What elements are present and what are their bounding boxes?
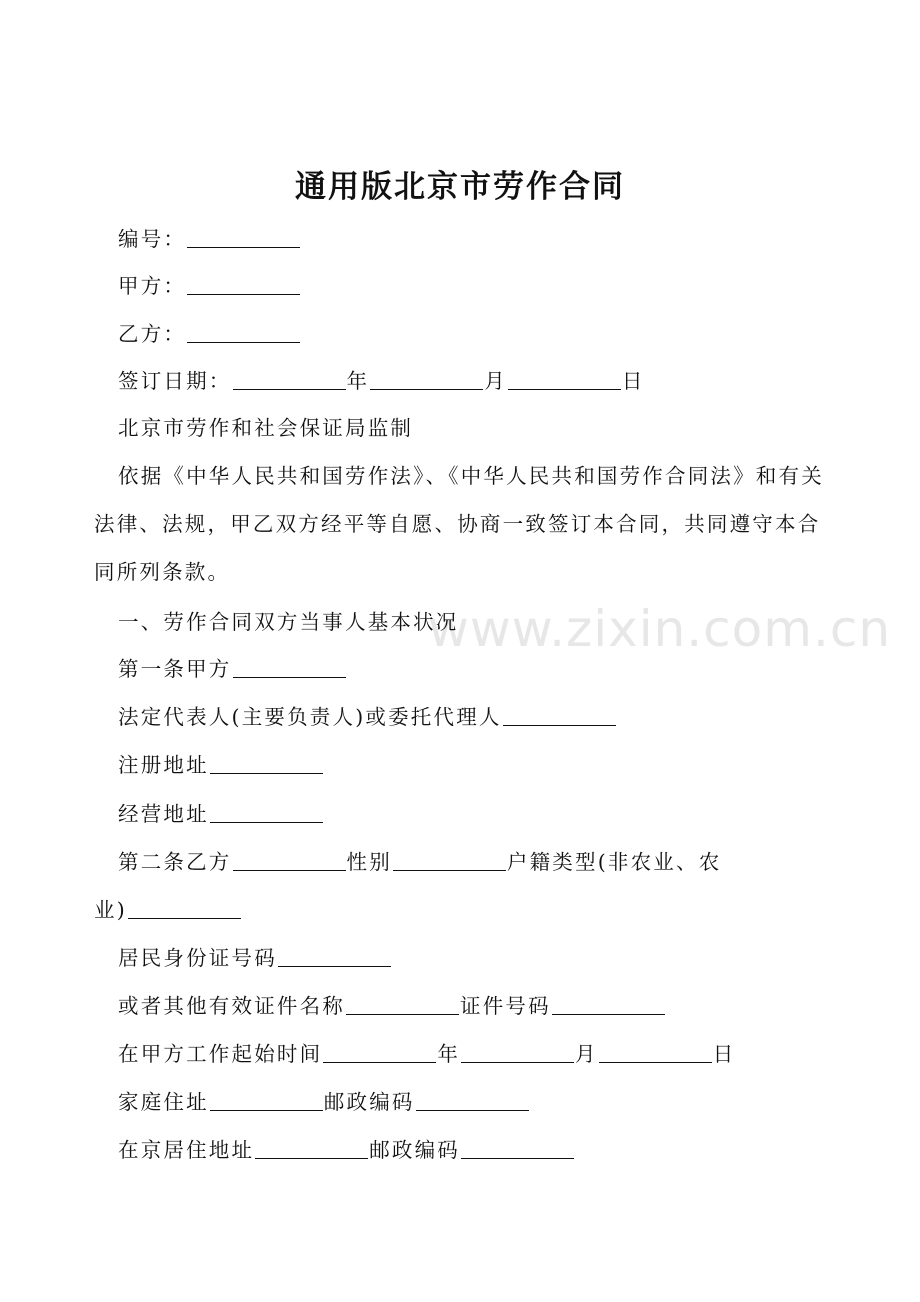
- article2-label: 第二条乙方: [118, 850, 232, 874]
- number-label: 编号：: [118, 227, 187, 251]
- party-a-blank: [187, 274, 300, 295]
- sign-day-label: 日: [621, 369, 645, 393]
- registered-address-line: [118, 752, 324, 778]
- start-time-label: 在甲方工作起始时间: [118, 1042, 323, 1066]
- sign-date-line: [118, 368, 645, 394]
- other-id-name-label: 或者其他有效证件名称: [118, 994, 345, 1018]
- number-line: [118, 226, 301, 252]
- party-b-label: 乙方：: [118, 322, 187, 346]
- legal-rep-label: 法定代表人(主要负责人)或委托代理人: [118, 705, 502, 729]
- sign-month-blank: [370, 369, 483, 390]
- article1-line: [118, 656, 347, 682]
- id-number-label: 居民身份证号码: [118, 946, 277, 970]
- other-id-name-blank: [346, 994, 459, 1015]
- household-type-blank: [128, 898, 241, 919]
- start-day-label: 日: [712, 1042, 736, 1066]
- gender-label: 性别: [346, 850, 392, 874]
- gender-blank: [393, 850, 506, 871]
- id-number-line: [118, 945, 392, 971]
- start-time-line: [118, 1041, 735, 1067]
- postal-code-label: 邮政编码: [323, 1090, 415, 1114]
- id-number-blank: [278, 946, 391, 967]
- home-address-label: 家庭住址: [118, 1090, 209, 1114]
- business-address-label: 经营地址: [118, 802, 209, 826]
- business-address-line: [118, 801, 324, 827]
- article2-line: [118, 849, 721, 875]
- number-blank: [187, 227, 300, 248]
- legal-rep-blank: [503, 705, 616, 726]
- legal-rep-line: [118, 704, 617, 730]
- postal-code2-blank: [461, 1138, 574, 1159]
- preamble-paragraph: 依据《中华人民共和国劳作法》、《中华人民共和国劳作合同法》和有关法律、法规，甲乙双方经平等自愿、协商一致签订本合同，共同遵守本合同所列条款。: [94, 464, 824, 584]
- sign-year-label: 年: [346, 369, 370, 393]
- supervisor-line: 北京市劳作和社会保证局监制: [118, 416, 414, 440]
- sign-month-label: 月: [484, 369, 507, 393]
- registered-address-blank: [210, 753, 323, 774]
- postal-code2-label: 邮政编码: [369, 1138, 461, 1162]
- sign-year-blank: [233, 369, 346, 390]
- start-month-blank: [461, 1042, 574, 1063]
- article1-blank: [233, 657, 346, 678]
- id-doc-number-label: 证件号码: [460, 994, 551, 1018]
- start-year-label: 年: [437, 1042, 461, 1066]
- other-id-line: [118, 993, 666, 1019]
- section1-title: 一、劳作合同双方当事人基本状况: [118, 610, 459, 634]
- start-month-label: 月: [575, 1042, 598, 1066]
- party-b-blank: [187, 322, 300, 343]
- start-year-blank: [323, 1042, 436, 1063]
- watermark: www.zixin.com.cn: [428, 600, 892, 658]
- household-type-cont-label: 业): [94, 898, 127, 922]
- registered-address-label: 注册地址: [118, 753, 209, 777]
- sign-date-label: 签订日期：: [118, 369, 232, 393]
- beijing-address-blank: [255, 1138, 368, 1159]
- household-type-cont-line: [94, 897, 242, 923]
- party-a-label: 甲方：: [118, 274, 187, 298]
- household-type-label: 户籍类型(非农业、农: [506, 850, 722, 874]
- sign-day-blank: [508, 369, 621, 390]
- article2-blank: [233, 850, 346, 871]
- party-b-line: [118, 321, 301, 347]
- home-address-line: [118, 1089, 530, 1115]
- beijing-address-line: [118, 1137, 575, 1163]
- id-doc-number-blank: [552, 994, 665, 1015]
- beijing-address-label: 在京居住地址: [118, 1138, 255, 1162]
- document-title: 通用版北京市劳作合同: [295, 169, 625, 205]
- home-address-blank: [210, 1090, 323, 1111]
- business-address-blank: [210, 802, 323, 823]
- start-day-blank: [599, 1042, 712, 1063]
- postal-code-blank: [416, 1090, 529, 1111]
- article1-label: 第一条甲方: [118, 657, 232, 681]
- party-a-line: [118, 273, 301, 299]
